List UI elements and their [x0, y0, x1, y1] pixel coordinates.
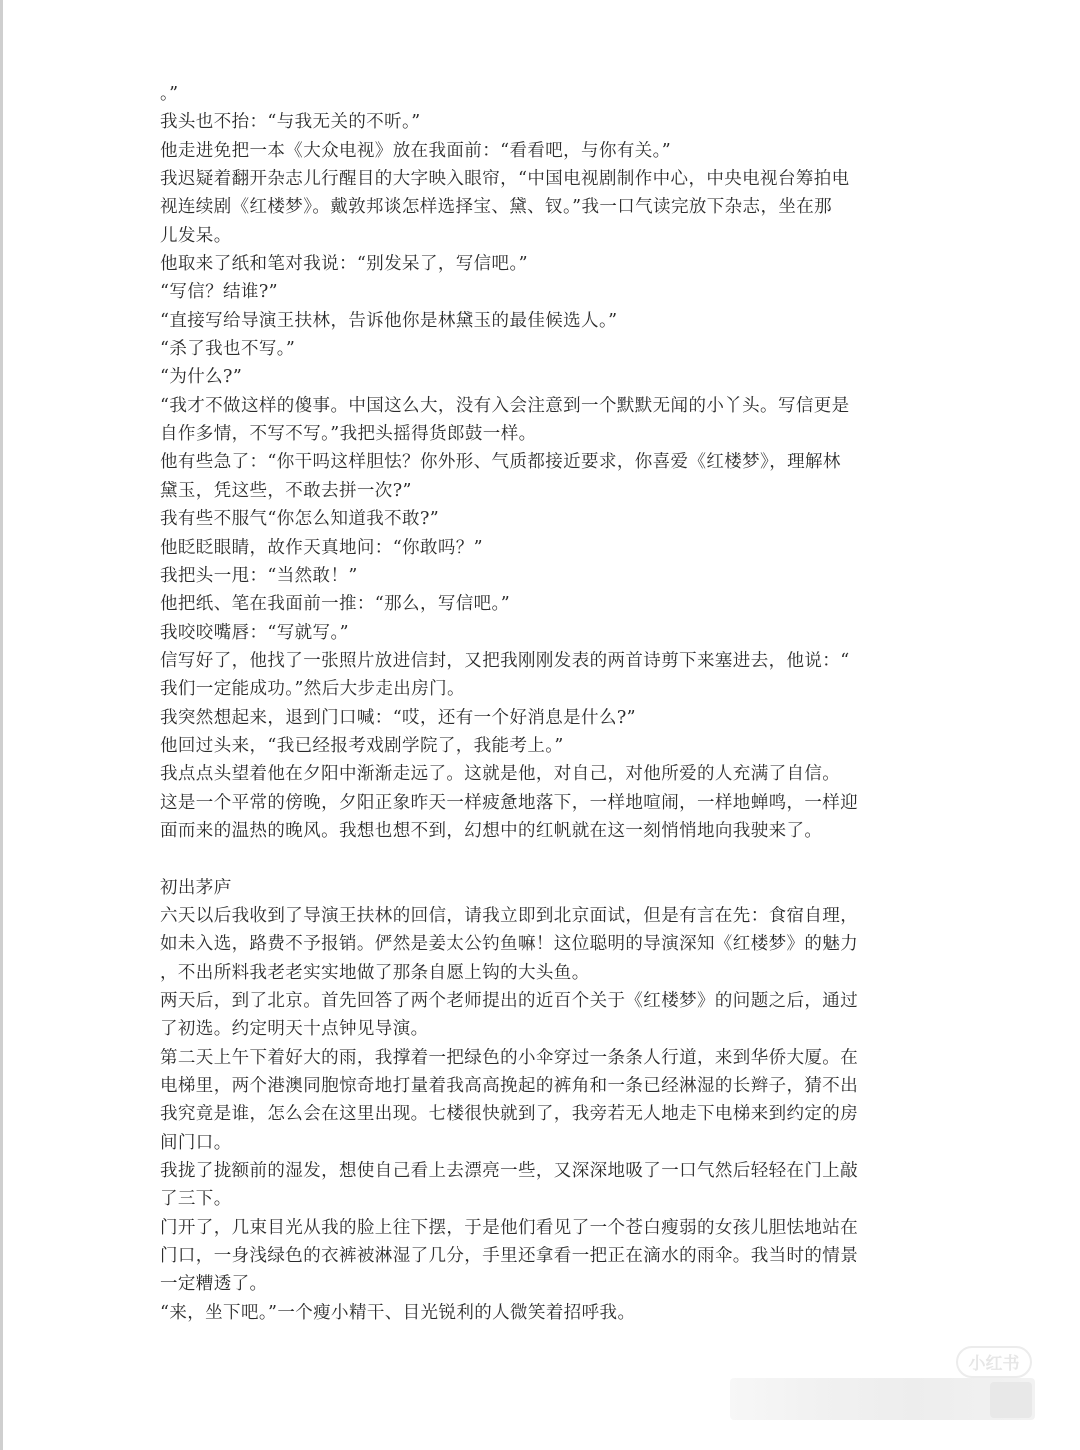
text-line: 第二天上午下着好大的雨，我撑着一把绿色的小伞穿过一条条人行道，来到华侨大厦。在 — [160, 1047, 859, 1068]
text-line: 。” — [160, 84, 179, 104]
text-line: 门开了，几束目光从我的脸上往下摆，于是他们看见了一个苍白瘦弱的女孩儿胆怯地站在 — [160, 1217, 859, 1238]
text-line: 了三下。 — [160, 1189, 232, 1210]
text-line: 儿发呆。 — [160, 225, 232, 246]
text-line: 我迟疑着翻开杂志儿行醒目的大字映入眼帘，“中国电视剧制作中心，中央电视台筹拍电 — [160, 169, 850, 190]
text-line: 自作多情，不写不写。”我把头摇得货郎鼓一样。 — [160, 424, 537, 445]
page-left-border — [0, 0, 3, 1450]
text-line: 我拢了拢额前的湿发，想使自己看上去漂亮一些，又深深地吸了一口气然后轻轻在门上敲 — [160, 1161, 859, 1182]
text-line: 他把纸、笔在我面前一推：“那么，写信吧。” — [160, 594, 511, 615]
text-line: 了初选。约定明天十点钟见导演。 — [160, 1019, 429, 1040]
text-line: 他走进免把一本《大众电视》放在我面前：“看看吧，与你有关。” — [160, 140, 672, 161]
text-line: 我头也不抬：“与我无关的不听。” — [160, 112, 421, 133]
text-line: 我点点头望着他在夕阳中渐渐走远了。这就是他，对自己，对他所爱的人充满了自信。 — [160, 764, 841, 785]
blank-line — [160, 845, 920, 873]
text-line: 视连续剧《红楼梦》。戴敦邦谈怎样选择宝、黛、钗。”我一口气读完放下杂志，坐在那 — [160, 197, 833, 218]
watermark-logo: 小红书 — [956, 1346, 1032, 1378]
blurred-footer-block — [990, 1382, 1032, 1418]
text-line: 如未入选，路费不予报销。俨然是姜太公钓鱼嘛！这位聪明的导演深知《红楼梦》的魅力 — [160, 934, 859, 955]
text-line: 我们一定能成功。”然后大步走出房门。 — [160, 679, 465, 700]
document-page — [160, 80, 920, 1327]
text-line: 两天后，到了北京。首先回答了两个老师提出的近百个关于《红楼梦》的问题之后，通过 — [160, 991, 859, 1011]
text-line: 我究竟是谁，怎么会在这里出现。七楼很快就到了，我旁若无人地走下电梯来到约定的房 — [160, 1104, 859, 1125]
text-line: 他取来了纸和笔对我说：“别发呆了，写信吧。” — [160, 254, 528, 275]
text-line: “来，坐下吧。”一个瘦小精干、目光锐利的人微笑着招呼我。 — [160, 1302, 636, 1323]
text-line: 一定糟透了。 — [160, 1274, 268, 1295]
text-line: “写信？结谁?” — [160, 282, 278, 303]
text-line: 信写好了，他找了一张照片放进信封，又把我刚刚发表的两首诗剪下来塞进去，他说：“ — [160, 650, 850, 671]
text-line: 六天以后我收到了导演王扶林的回信，请我立即到北京面试，但是有言在先：食宿自理， — [160, 905, 859, 926]
section-heading: 初出茅庐 — [160, 877, 232, 898]
text-line: “杀了我也不写。” — [160, 339, 296, 360]
text-line: 我突然想起来，退到门口喊：“哎，还有一个好消息是什么?” — [160, 707, 636, 728]
text-line: 他眨眨眼睛，故作天真地问：“你敢吗？” — [160, 537, 483, 558]
text-line: 我咬咬嘴唇：“写就写。” — [160, 622, 349, 643]
text-line: “直接写给导演王扶林，告诉他你是林黛玉的最佳候选人。” — [160, 310, 618, 331]
text-line: 这是一个平常的傍晚，夕阳正象昨天一样疲惫地落下，一样地喧闹，一样地蝉鸣，一样迎 — [160, 792, 859, 813]
text-line: 他有些急了：“你干吗这样胆怯？你外形、气质都接近要求，你喜爱《红楼梦》，理解林 — [160, 452, 841, 473]
text-line: 面而来的温热的晚风。我想也想不到，幻想中的红帆就在这一刻悄悄地向我驶来了。 — [160, 820, 823, 841]
text-line: 黛玉，凭这些，不敢去拼一次?” — [160, 480, 412, 501]
text-line: ，不出所料我老老实实地做了那条自愿上钩的大头鱼。 — [160, 962, 590, 983]
text-line: 我把头一甩：“当然敢！” — [160, 565, 358, 586]
text-line: 我有些不服气“你怎么知道我不敢?” — [160, 509, 440, 530]
text-line: “我才不做这样的傻事。中国这么大，没有入会注意到一个默默无闻的小丫头。写信更是 — [160, 395, 850, 416]
text-line: 门口，一身浅绿色的衣裤被淋湿了几分，手里还拿看一把正在滴水的雨伞。我当时的情景 — [160, 1246, 859, 1267]
text-line: “为什么?” — [160, 367, 243, 388]
text-line: 间门口。 — [160, 1132, 232, 1153]
text-line: 电梯里，两个港澳同胞惊奇地打量着我高高挽起的裤角和一条已经淋湿的长辫子，猜不出 — [160, 1076, 859, 1097]
text-line: 他回过头来，“我已经报考戏剧学院了，我能考上。” — [160, 735, 564, 756]
